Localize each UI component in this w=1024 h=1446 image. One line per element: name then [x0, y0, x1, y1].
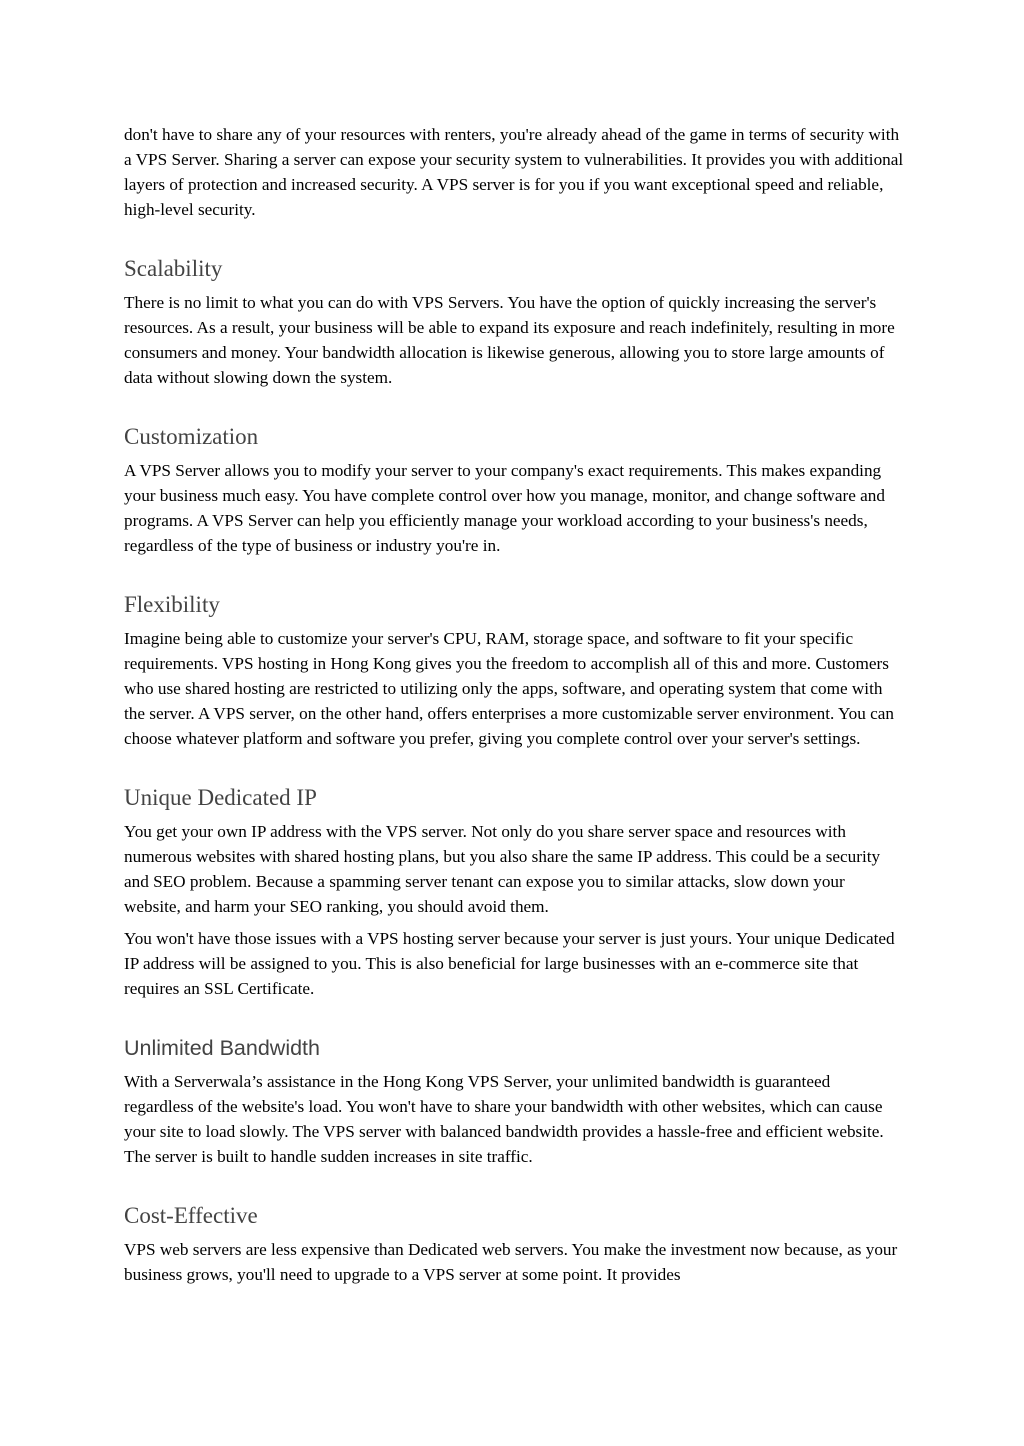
section-customization	[124, 423, 904, 558]
document-page	[124, 122, 904, 1287]
section-cost-effective	[124, 1202, 904, 1287]
intro-paragraph: don't have to share any of your resources with renters, you're already ahead of the game in terms of security with a VPS Server. Sharing a server can expose your security system to vulnerabilities. It provides you with additional layers of protection and increased security. A VPS server is for you if you want exceptional speed and reliable, high-level security.	[124, 125, 904, 219]
heading-cost-effective: Cost-Effective	[124, 1203, 258, 1228]
scalability-paragraph: There is no limit to what you can do with VPS Servers. You have the option of quickly increasing the server's resources. As a result, your business will be able to expand its exposure and reach indefinitely, resulting in more consumers and money. Your bandwidth allocation is likewise generous, allowing you to store large amounts of data without slowing down the system.	[124, 293, 895, 387]
cost-effective-paragraph: VPS web servers are less expensive than Dedicated web servers. You make the investment now because, as your business grows, you'll need to upgrade to a VPS server at some point. It provides	[124, 1240, 898, 1284]
section-unique-dedicated-ip	[124, 784, 904, 1001]
dedicated-ip-paragraph-2: You won't have those issues with a VPS hosting server because your server is just yours. Your unique Dedicated IP address will be assigned to you. This is also beneficial for large businesses with an e-commerce site that requires an SSL Certificate.	[124, 929, 895, 998]
section-scalability	[124, 255, 904, 390]
heading-scalability: Scalability	[124, 256, 223, 281]
bandwidth-paragraph: With a Serverwala’s assistance in the Hong Kong VPS Server, your unlimited bandwidth is guaranteed regardless of the website's load. You won't have to share your bandwidth with other websites, which can cause your site to load slowly. The VPS server with balanced bandwidth provides a hassle-free and efficient website. The server is built to handle sudden increases in site traffic.	[124, 1072, 884, 1166]
heading-unique-dedicated-ip: Unique Dedicated IP	[124, 785, 317, 810]
customization-paragraph: A VPS Server allows you to modify your server to your company's exact requirements. This makes expanding your business much easy. You have complete control over how you manage, monitor, and change software and programs. A VPS Server can help you efficiently manage your workload according to your business's needs, regardless of the type of business or industry you're in.	[124, 461, 885, 555]
section-flexibility	[124, 591, 904, 751]
flexibility-paragraph: Imagine being able to customize your server's CPU, RAM, storage space, and software to fit your specific requirements. VPS hosting in Hong Kong gives you the freedom to accomplish all of this and more. Customers who use shared hosting are restricted to utilizing only the apps, software, and operating system that come with the server. A VPS server, on the other hand, offers enterprises a more customizable server environment. You can choose whatever platform and software you prefer, giving you complete control over your server's settings.	[124, 629, 895, 748]
heading-flexibility: Flexibility	[124, 592, 220, 617]
section-unlimited-bandwidth	[124, 1034, 904, 1169]
heading-unlimited-bandwidth: Unlimited Bandwidth	[124, 1036, 320, 1060]
heading-customization: Customization	[124, 424, 259, 449]
dedicated-ip-paragraph-1: You get your own IP address with the VPS server. Not only do you share server space and resources with numerous websites with shared hosting plans, but you also share the same IP address. This could be a security and SEO problem. Because a spamming server tenant can expose you to similar attacks, slow down your website, and harm your SEO ranking, you should avoid them.	[124, 822, 881, 916]
